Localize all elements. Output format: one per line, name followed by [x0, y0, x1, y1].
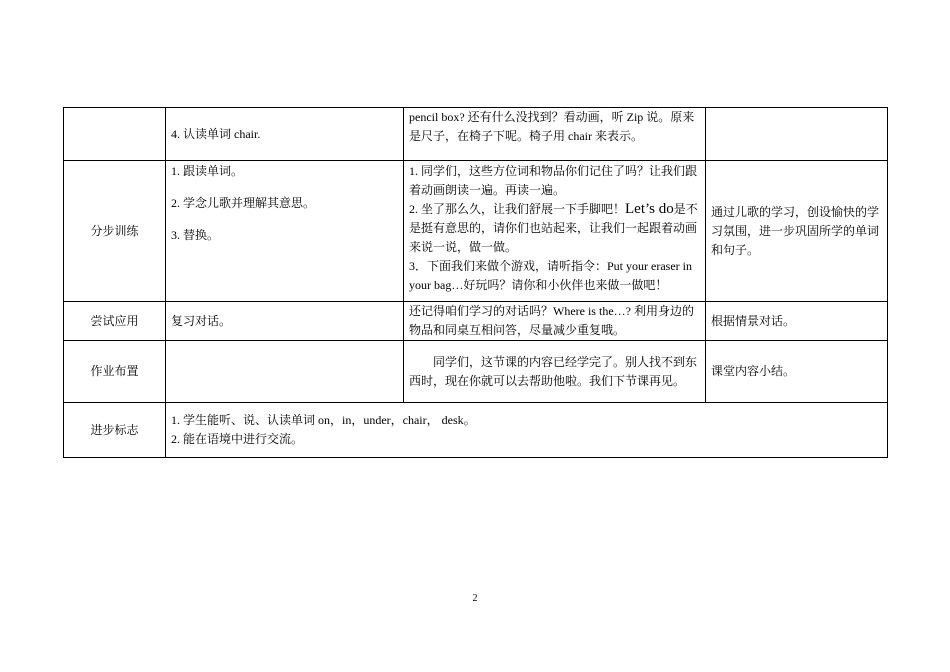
student-activity: 2. 学念儿歌并理解其意思。 — [171, 196, 316, 210]
student-activity-cell — [166, 161, 404, 302]
teacher-activity-cell — [404, 108, 706, 161]
stage-label: 尝试应用 — [64, 302, 166, 341]
stage-label: 作业布置 — [64, 341, 166, 403]
teacher-activity — [409, 200, 700, 257]
teacher-activity-cell — [404, 341, 706, 403]
teacher-activity-part: 是不是挺有意思的，请你们也站起来，让我们一起跟着动画来说一说，做一做。 — [409, 202, 698, 254]
progress-marker: 2. 能在语境中进行交流。 — [171, 432, 304, 446]
teacher-activity-cell — [404, 302, 706, 341]
stage-label — [64, 108, 166, 161]
teacher-activity: pencil box? 还有什么没找到？看动画，听 Zip 说。原来是尺子，在椅子下呢。椅子用 chair 来表示。 — [409, 110, 695, 143]
progress-markers-cell — [166, 403, 888, 458]
table-row — [64, 108, 888, 161]
stage-label: 分步训练 — [64, 161, 166, 302]
student-activity: 1. 跟读单词。 — [171, 164, 244, 178]
table-row — [64, 302, 888, 341]
purpose-cell — [706, 108, 888, 161]
student-activity: 3. 替换。 — [171, 228, 220, 242]
progress-marker: 1. 学生能听、说、认读单词 on，in，under，chair， desk。 — [171, 413, 476, 427]
teacher-activity-part: 2. 坐了那么久，让我们舒展一下手脚吧！ — [409, 202, 626, 216]
lesson-plan-table — [63, 107, 888, 458]
teacher-activity-cell — [404, 161, 706, 302]
teacher-activity: 同学们，这节课的内容已经学完了。别人找不到东西时，现在你就可以去帮助他啦。我们下节课再见。 — [409, 354, 698, 388]
purpose-cell: 根据情景对话。 — [706, 302, 888, 341]
purpose-cell: 课堂内容小结。 — [706, 341, 888, 403]
table-row — [64, 341, 888, 403]
stage-label: 进步标志 — [64, 403, 166, 458]
teacher-activity: 还记得咱们学习的对话吗？Where is the…? 利用身边的物品和同桌互相问答，尽量减少重复哦。 — [409, 304, 694, 337]
student-activity-cell — [166, 341, 404, 403]
student-activity: 4. 认读单词 chair. — [171, 127, 261, 141]
lets-do-text: Let’s do — [625, 201, 674, 217]
student-activity-cell — [166, 108, 404, 161]
teacher-activity: 1. 同学们，这些方位词和物品你们记住了吗？让我们跟着动画朗读一遍。再读一遍。 — [409, 164, 698, 197]
student-activity-cell — [166, 302, 404, 341]
page-number: 2 — [472, 593, 478, 604]
table-row — [64, 403, 888, 458]
teacher-activity: 3．下面我们来做个游戏，请听指令：Put your eraser in your bag…好玩吗？请你和小伙伴也来做一做吧！ — [409, 259, 692, 292]
student-activity: 复习对话。 — [171, 313, 232, 328]
purpose-cell: 通过儿歌的学习，创设愉快的学习氛围，进一步巩固所学的单词和句子。 — [706, 161, 888, 302]
table-row — [64, 161, 888, 302]
